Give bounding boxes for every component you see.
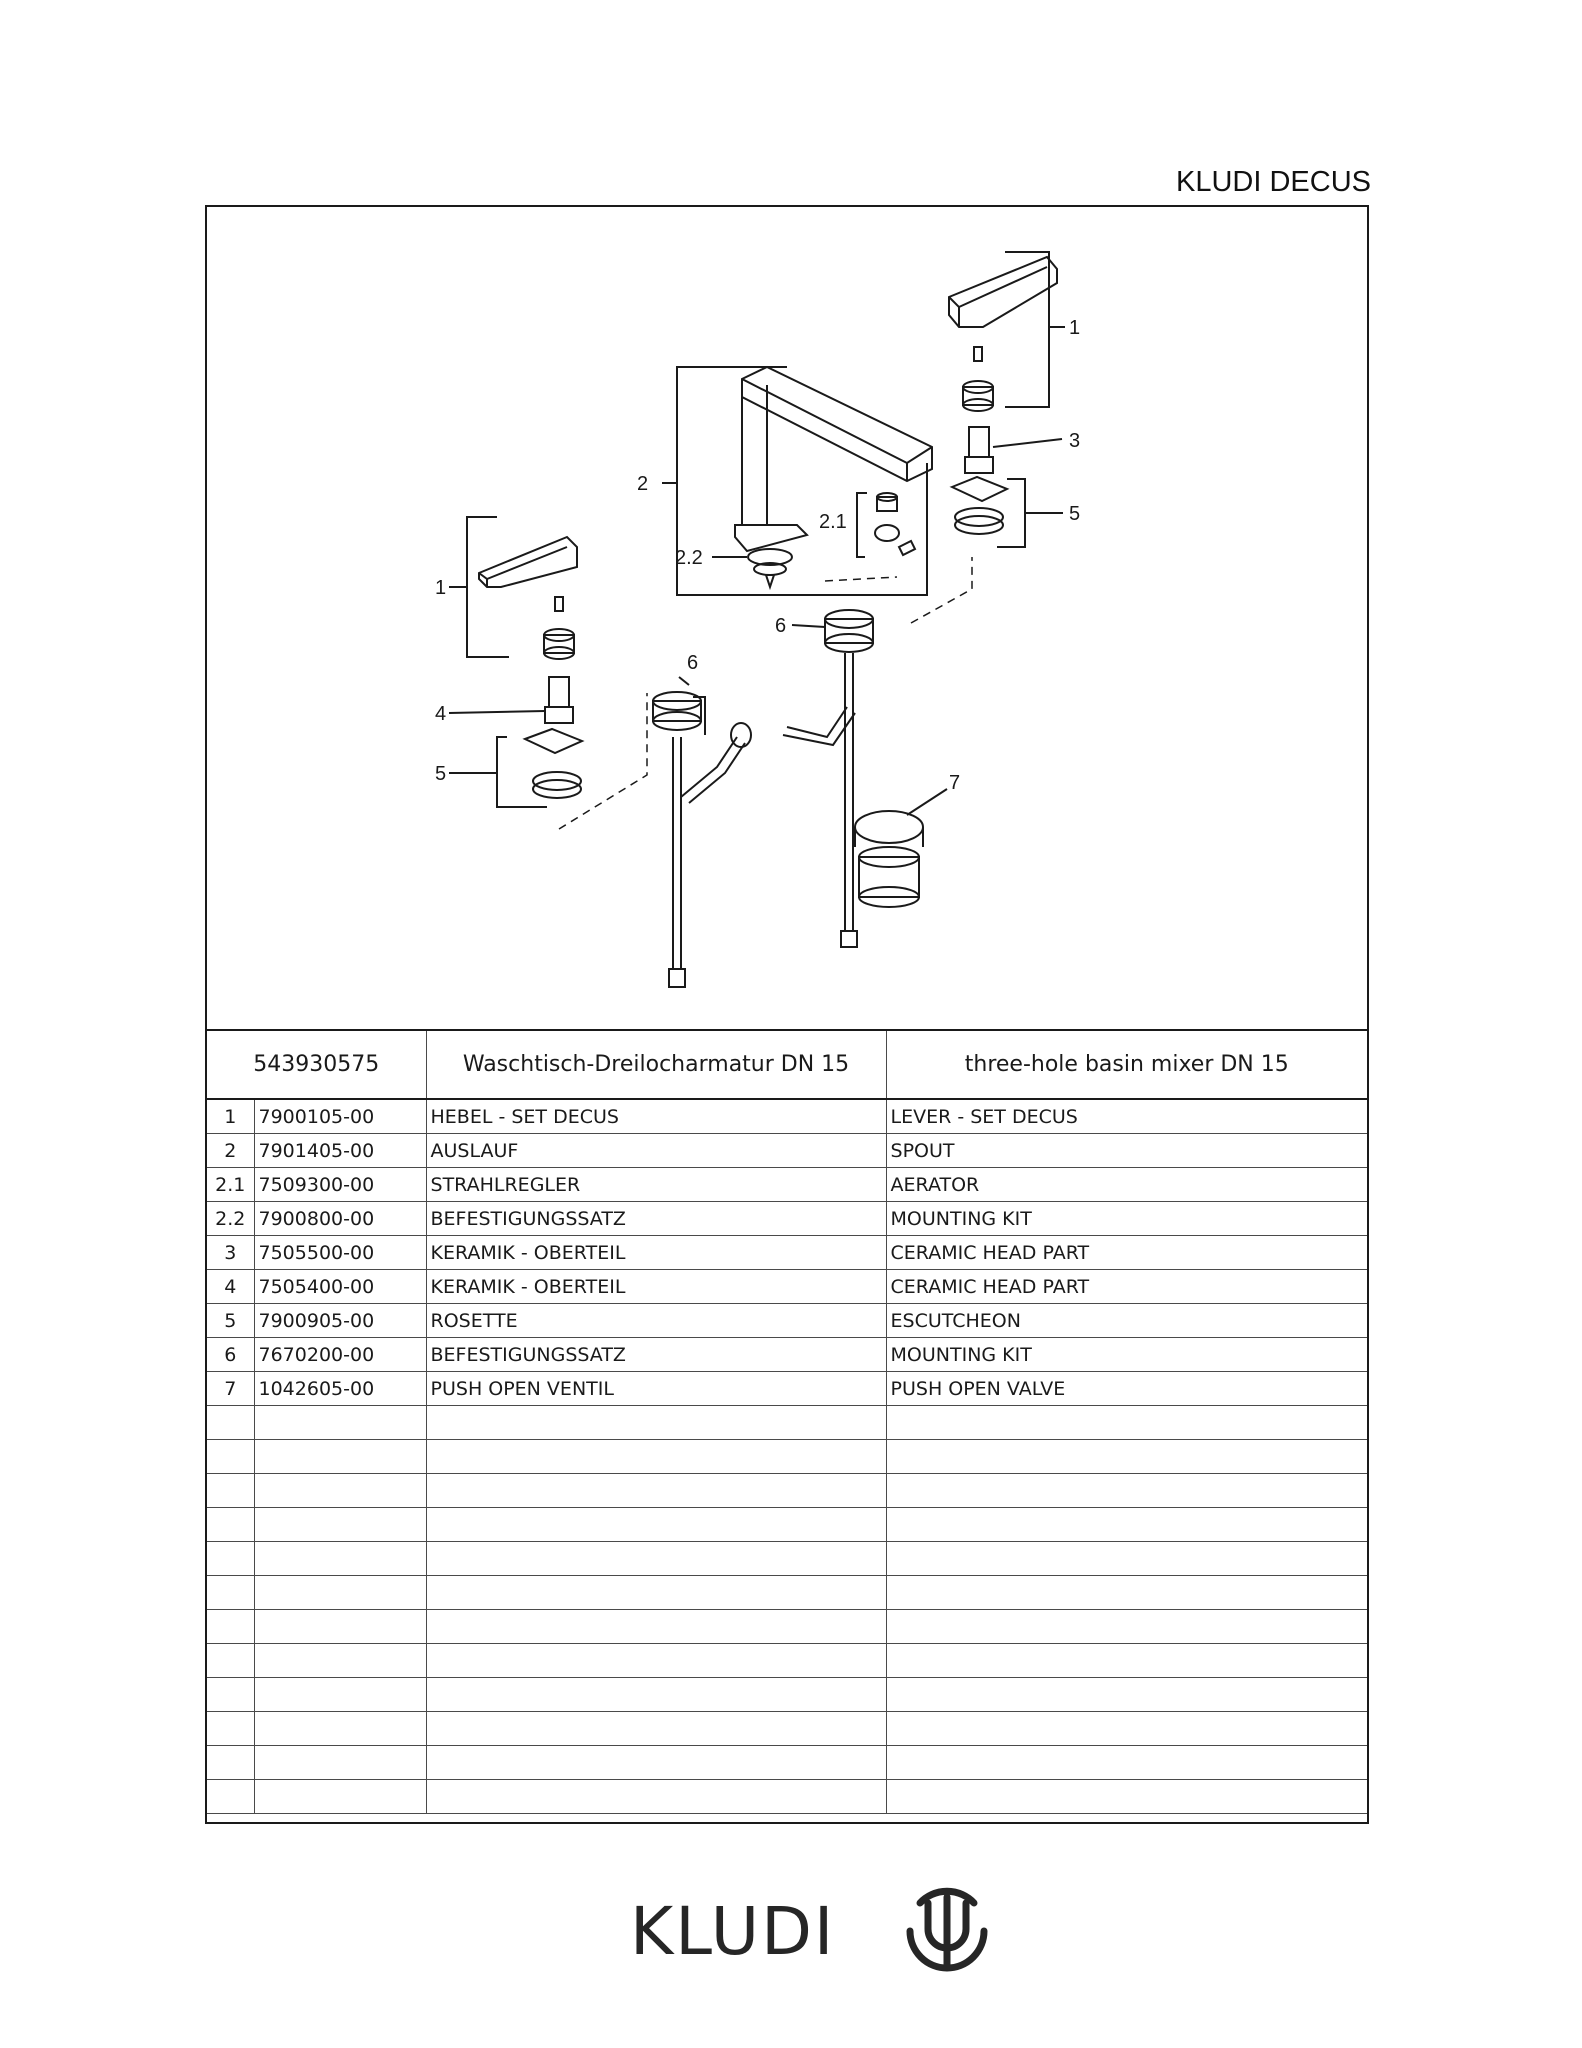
callout-6-right: 6: [775, 615, 787, 637]
empty-cell: [207, 1542, 254, 1576]
part-number: 7505500-00: [254, 1236, 426, 1270]
callout-5-right: 5: [1069, 503, 1081, 525]
part-name-en: MOUNTING KIT: [886, 1338, 1367, 1372]
part-position: 1: [207, 1099, 254, 1134]
part-name-en: CERAMIC HEAD PART: [886, 1236, 1367, 1270]
part-number: 7509300-00: [254, 1168, 426, 1202]
empty-table-row: [207, 1508, 1367, 1542]
empty-cell: [254, 1508, 426, 1542]
table-row: [207, 1372, 1367, 1406]
part-name-de: BEFESTIGUNGSSATZ: [426, 1202, 886, 1236]
hose-right: [845, 653, 853, 931]
callout-2: 2: [637, 473, 649, 495]
callout-7: 7: [949, 772, 961, 794]
empty-cell: [886, 1542, 1367, 1576]
kludi-logo: [630, 1885, 1010, 1975]
empty-cell: [426, 1746, 886, 1780]
table-row: [207, 1338, 1367, 1372]
part-position: 2.1: [207, 1168, 254, 1202]
lever-right-shape: [949, 257, 1057, 327]
empty-cell: [886, 1576, 1367, 1610]
empty-cell: [254, 1610, 426, 1644]
table-row: [207, 1099, 1367, 1134]
empty-cell: [254, 1576, 426, 1610]
callout-3: 3: [1069, 430, 1081, 452]
empty-cell: [207, 1474, 254, 1508]
part-number: 7900800-00: [254, 1202, 426, 1236]
empty-table-row: [207, 1746, 1367, 1780]
part-position: 2: [207, 1134, 254, 1168]
part-name-en: PUSH OPEN VALVE: [886, 1372, 1367, 1406]
kludi-emblem-icon: [892, 1885, 1002, 1975]
empty-cell: [886, 1508, 1367, 1542]
empty-cell: [254, 1474, 426, 1508]
table-row: [207, 1304, 1367, 1338]
empty-cell: [426, 1780, 886, 1814]
empty-table-row: [207, 1440, 1367, 1474]
empty-cell: [886, 1712, 1367, 1746]
part-number: 7900105-00: [254, 1099, 426, 1134]
empty-cell: [426, 1644, 886, 1678]
empty-cell: [207, 1678, 254, 1712]
empty-cell: [886, 1406, 1367, 1440]
empty-cell: [254, 1746, 426, 1780]
empty-cell: [426, 1440, 886, 1474]
empty-cell: [207, 1440, 254, 1474]
part-name-de: HEBEL - SET DECUS: [426, 1099, 886, 1134]
part-name-de: KERAMIK - OBERTEIL: [426, 1236, 886, 1270]
empty-table-row: [207, 1406, 1367, 1440]
parts-table: [207, 1031, 1367, 1814]
part-name-de: KERAMIK - OBERTEIL: [426, 1270, 886, 1304]
empty-cell: [426, 1406, 886, 1440]
empty-table-row: [207, 1474, 1367, 1508]
empty-cell: [426, 1508, 886, 1542]
part-position: 6: [207, 1338, 254, 1372]
empty-cell: [207, 1406, 254, 1440]
parts-sheet: [205, 205, 1369, 1824]
part-position: 7: [207, 1372, 254, 1406]
push-open-valve-cap: [855, 811, 923, 843]
product-name-en: three-hole basin mixer DN 15: [886, 1031, 1367, 1099]
empty-table-row: [207, 1712, 1367, 1746]
empty-cell: [426, 1678, 886, 1712]
part-position: 4: [207, 1270, 254, 1304]
empty-cell: [207, 1712, 254, 1746]
product-header-row: [207, 1031, 1367, 1099]
part-name-de: BEFESTIGUNGSSATZ: [426, 1338, 886, 1372]
empty-table-row: [207, 1610, 1367, 1644]
empty-table-row: [207, 1644, 1367, 1678]
empty-cell: [254, 1406, 426, 1440]
empty-table-row: [207, 1678, 1367, 1712]
empty-cell: [254, 1542, 426, 1576]
empty-cell: [207, 1644, 254, 1678]
hose-mid: [681, 737, 745, 803]
hose-left: [673, 737, 681, 969]
empty-cell: [207, 1780, 254, 1814]
empty-cell: [254, 1712, 426, 1746]
callout-2-2: 2.2: [675, 547, 703, 569]
empty-cell: [886, 1440, 1367, 1474]
callout-4: 4: [435, 703, 447, 725]
empty-cell: [426, 1576, 886, 1610]
empty-cell: [207, 1610, 254, 1644]
table-row: [207, 1134, 1367, 1168]
table-row: [207, 1168, 1367, 1202]
part-number: 1042605-00: [254, 1372, 426, 1406]
callout-1-right: 1: [1069, 317, 1081, 339]
exploded-view-drawing: [207, 207, 1367, 1031]
part-number: 7900905-00: [254, 1304, 426, 1338]
callout-2-1: 2.1: [819, 511, 847, 533]
part-number: 7901405-00: [254, 1134, 426, 1168]
part-position: 3: [207, 1236, 254, 1270]
part-name-en: LEVER - SET DECUS: [886, 1099, 1367, 1134]
empty-cell: [886, 1644, 1367, 1678]
empty-cell: [207, 1576, 254, 1610]
table-row: [207, 1202, 1367, 1236]
part-name-de: AUSLAUF: [426, 1134, 886, 1168]
empty-table-row: [207, 1780, 1367, 1814]
empty-table-row: [207, 1576, 1367, 1610]
part-name-en: AERATOR: [886, 1168, 1367, 1202]
callout-5-left: 5: [435, 763, 447, 785]
empty-cell: [886, 1746, 1367, 1780]
callout-1-left: 1: [435, 577, 447, 599]
article-number: 543930575: [207, 1031, 426, 1099]
part-name-de: STRAHLREGLER: [426, 1168, 886, 1202]
part-name-en: ESCUTCHEON: [886, 1304, 1367, 1338]
brand-series-title: KLUDI DECUS: [1176, 166, 1371, 198]
table-row: [207, 1270, 1367, 1304]
callout-6-left: 6: [687, 652, 699, 674]
empty-cell: [886, 1610, 1367, 1644]
part-position: 5: [207, 1304, 254, 1338]
empty-cell: [254, 1644, 426, 1678]
empty-cell: [426, 1712, 886, 1746]
part-name-en: CERAMIC HEAD PART: [886, 1270, 1367, 1304]
empty-cell: [886, 1678, 1367, 1712]
empty-cell: [254, 1780, 426, 1814]
part-name-en: MOUNTING KIT: [886, 1202, 1367, 1236]
empty-cell: [254, 1678, 426, 1712]
empty-cell: [207, 1746, 254, 1780]
part-number: 7505400-00: [254, 1270, 426, 1304]
part-name-de: ROSETTE: [426, 1304, 886, 1338]
empty-cell: [426, 1474, 886, 1508]
product-name-de: Waschtisch-Dreilocharmatur DN 15: [426, 1031, 886, 1099]
spout-shape: [742, 367, 932, 481]
empty-cell: [426, 1610, 886, 1644]
part-position: 2.2: [207, 1202, 254, 1236]
exploded-view-svg: [207, 207, 1367, 1029]
empty-cell: [426, 1542, 886, 1576]
table-row: [207, 1236, 1367, 1270]
empty-cell: [207, 1508, 254, 1542]
part-number: 7670200-00: [254, 1338, 426, 1372]
empty-cell: [886, 1474, 1367, 1508]
part-name-de: PUSH OPEN VENTIL: [426, 1372, 886, 1406]
logo-wordmark: KLUDI: [630, 1893, 836, 1970]
part-name-en: SPOUT: [886, 1134, 1367, 1168]
empty-cell: [886, 1780, 1367, 1814]
empty-cell: [254, 1440, 426, 1474]
empty-table-row: [207, 1542, 1367, 1576]
